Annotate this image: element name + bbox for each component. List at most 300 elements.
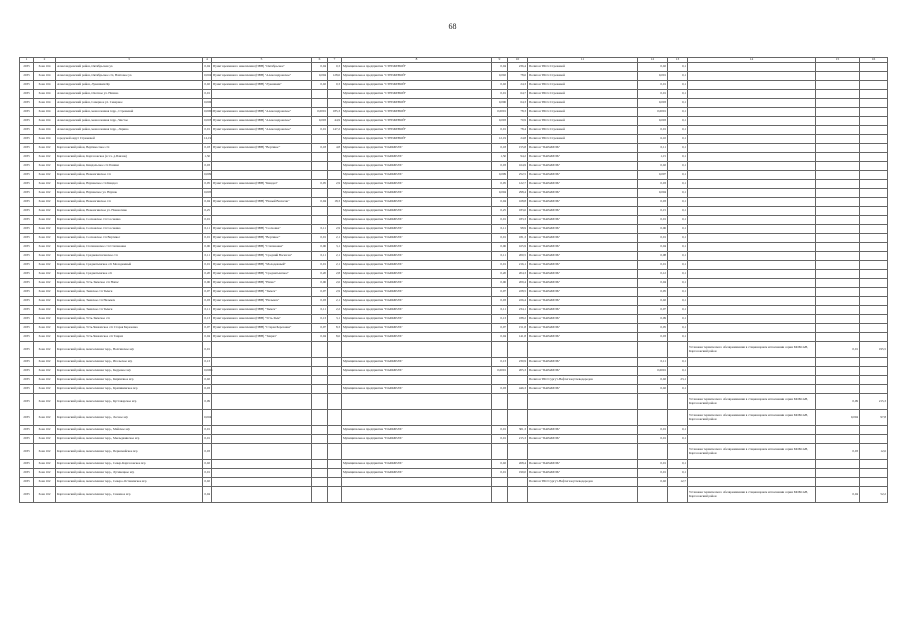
table-cell: 0,1 [668, 426, 688, 435]
table-cell: Пункт временного накопления (ПВН) "Тымск" [212, 306, 312, 315]
table-cell [816, 478, 860, 487]
table-cell: Пункт временного накопления (ПВН) "Старая Березовка" [212, 324, 312, 333]
table-row [20, 225, 888, 234]
table-cell: 2035 [20, 117, 34, 126]
table-cell [328, 469, 342, 478]
table-cell [816, 198, 860, 207]
table-cell [860, 376, 888, 385]
table-cell: 12,7 [668, 478, 688, 487]
table-cell: 2035 [20, 225, 34, 234]
table-cell: 151,8 [508, 324, 528, 333]
table-cell: 0,01 [203, 426, 212, 435]
table-cell: Зона 162 [34, 288, 56, 297]
table-row [20, 162, 888, 171]
table-cell [860, 180, 888, 189]
table-cell [212, 90, 312, 99]
table-cell: 2035 [20, 144, 34, 153]
column-number-cell: 13 [668, 58, 688, 63]
table-cell [816, 469, 860, 478]
table-cell: 2035 [20, 288, 34, 297]
table-cell: 199,0 [508, 469, 528, 478]
table-cell: Зона 162 [34, 435, 56, 444]
table-cell: 2035 [20, 153, 34, 162]
table-cell: Александровский район, межселенная терр., Стрежевой [56, 108, 203, 117]
table-cell: 2035 [20, 261, 34, 270]
table-cell: Каргасокский район, Средневасюганское с/п [56, 252, 203, 261]
table-row [20, 435, 888, 444]
table-cell: Пункт временного накопления (ПВН) "Напас" [212, 279, 312, 288]
table-cell: 2035 [20, 297, 34, 306]
table-cell: 2035 [20, 315, 34, 324]
table-cell: 12,19 [492, 135, 508, 144]
table-cell: 230,9 [508, 358, 528, 367]
table-cell [816, 252, 860, 261]
table-cell: 2035 [20, 189, 34, 198]
table-cell: 215,3 [508, 435, 528, 444]
table-cell: 2035 [20, 234, 34, 243]
table-cell: 0,11 [312, 306, 328, 315]
table-cell: 78,4 [508, 126, 528, 135]
table-cell: 2035 [20, 252, 34, 261]
table-cell: Полигон ТБО г.Стрежевой [528, 81, 638, 90]
table-cell [508, 444, 528, 460]
table-cell: Муниципальное предприятие "СТРЕЖЕВОЙ" [342, 135, 492, 144]
table-cell: 8,3 [328, 324, 342, 333]
table-row [20, 216, 888, 225]
table-cell: 0,006 [492, 99, 508, 108]
table-cell: Муниципальное предприятие "ПАРАБЕЛЬ" [342, 225, 492, 234]
table-cell [816, 358, 860, 367]
table-cell: Пункт временного накопления (ПВН) "Александровское" [212, 117, 312, 126]
table-cell: 0,03 [492, 297, 508, 306]
table-cell: 0,01 [638, 435, 668, 444]
table-cell: 0,002 [492, 72, 508, 81]
table-cell [508, 410, 528, 426]
table-cell: 0,004 [312, 72, 328, 81]
table-cell [212, 394, 312, 410]
table-cell: Каргасокский район, межселенная терр., Кирпичное м/р [56, 376, 203, 385]
table-cell: Каргасокский район, межселенная терр., Север-Каргасокское м/р [56, 460, 203, 469]
table-cell: Зона 162 [34, 279, 56, 288]
table-cell: Пункт временного накопления (ПВН) "Киндал" [212, 180, 312, 189]
table-cell: Каргасокский район, Усть-Тымское с/п [56, 315, 203, 324]
table-cell [492, 410, 508, 426]
table-cell: Установка термического обезвреживания в стационарном исполнении серии МОБСАН, Каргасокский район [688, 394, 816, 410]
table-cell: Муниципальное предприятие "ПАРАБЕЛЬ" [342, 207, 492, 216]
table-cell: 0,15 [638, 207, 668, 216]
table-cell [528, 342, 638, 358]
table-cell: 0,3 [328, 63, 342, 72]
table-cell: 0,01 [638, 261, 668, 270]
table-cell: Каргасокский район, Новоюгинское ул. Новоюгино [56, 207, 203, 216]
table-cell: 0,06 [638, 225, 668, 234]
table-cell [688, 367, 816, 376]
table-cell: 0,18 [492, 144, 508, 153]
table-cell [212, 153, 312, 162]
table-cell [688, 189, 816, 198]
table-cell: Зона 162 [34, 385, 56, 394]
table-cell: Муниципальное предприятие "ПАРАБЕЛЬ" [342, 333, 492, 342]
table-row [20, 144, 888, 153]
table-cell: 147,2 [328, 126, 342, 135]
table-cell: 0,05 [492, 180, 508, 189]
table-cell [688, 315, 816, 324]
table-cell: Установка термического обезвреживания в стационарном исполнении серии МОБСАН, Каргасокский район [688, 410, 816, 426]
table-cell [816, 126, 860, 135]
table-cell: 0,03 [203, 385, 212, 394]
table-cell: Полигон "ПАРАБЕЛЬ" [528, 426, 638, 435]
table-cell: 0,02 [638, 385, 668, 394]
table-cell: 0,02 [203, 460, 212, 469]
table-cell [212, 478, 312, 487]
table-cell [860, 162, 888, 171]
table-cell: 0,1 [668, 324, 688, 333]
table-cell: 0,04 [492, 333, 508, 342]
table-cell: Каргасокский район, межселенная терр., Кедровое м/р [56, 367, 203, 376]
table-cell: 0,02 [638, 478, 668, 487]
table-cell [212, 367, 312, 376]
table-cell: 0,09 [203, 394, 212, 410]
table-cell: Муниципальное предприятие "ПАРАБЕЛЬ" [342, 385, 492, 394]
table-cell [688, 252, 816, 261]
table-cell: 0,02 [638, 297, 668, 306]
table-cell [860, 460, 888, 469]
table-cell: Зона 162 [34, 171, 56, 180]
table-cell: Муниципальное предприятие "СТРЕЖЕВОЙ" [342, 126, 492, 135]
column-number-cell: 11 [528, 58, 638, 63]
table-cell [638, 342, 668, 358]
table-cell: 2,8 [328, 270, 342, 279]
table-cell: 0,06 [203, 243, 212, 252]
table-cell: 2,1 [328, 261, 342, 270]
table-cell: Полигон ТБО г.Стрежевой [528, 63, 638, 72]
column-number-cell: 2 [34, 58, 56, 63]
table-cell: Пункт временного накопления (ПВН) "Степановка" [212, 243, 312, 252]
table-cell: 2035 [20, 306, 34, 315]
table-cell: 2035 [20, 99, 34, 108]
table-cell: 252,5 [508, 171, 528, 180]
table-cell [860, 385, 888, 394]
table-cell: Зона 162 [34, 180, 56, 189]
table-cell: 1,50 [203, 153, 212, 162]
table-cell [328, 216, 342, 225]
table-cell: 2035 [20, 162, 34, 171]
table-cell: Муниципальное предприятие "СТРЕЖЕВОЙ" [342, 72, 492, 81]
table-cell: 0,1 [668, 108, 688, 117]
table-cell: 0,03 [816, 444, 860, 460]
table-cell: 226,4 [508, 297, 528, 306]
table-cell [816, 234, 860, 243]
table-cell: 0,13 [203, 315, 212, 324]
table-cell: Зона 162 [34, 306, 56, 315]
table-cell [492, 342, 508, 358]
table-cell [328, 358, 342, 367]
table-row [20, 410, 888, 426]
table-cell [688, 333, 816, 342]
table-cell: 6,10 [638, 135, 668, 144]
table-cell: 0,1 [668, 333, 688, 342]
table-cell: Каргасокский район, Усть-Тымское с/п Напас [56, 279, 203, 288]
table-cell: Полигон "ПАРАБЕЛЬ" [528, 435, 638, 444]
table-cell [860, 261, 888, 270]
table-cell [860, 90, 888, 99]
table-cell: 0,02 [203, 478, 212, 487]
table-cell: Полигон ТБО г.Стрежевой [528, 72, 638, 81]
table-cell: 0,004 [203, 72, 212, 81]
table-cell: Муниципальное предприятие "ПАРАБЕЛЬ" [342, 460, 492, 469]
table-cell: Полигон "ПАРАБЕЛЬ" [528, 385, 638, 394]
table-cell: Каргасокский район, Новоюгинское с/п [56, 198, 203, 207]
table-cell: 0,1 [668, 279, 688, 288]
table-cell [860, 135, 888, 144]
table-cell: 23,1 [668, 376, 688, 385]
table-row [20, 270, 888, 279]
table-cell: 0,02 [638, 162, 668, 171]
table-cell: Каргасокский район, межселенная терр., Куставарское м/р [56, 394, 203, 410]
table-cell [688, 306, 816, 315]
table-cell: 0,03 [492, 162, 508, 171]
table-cell: Полигон "ПАРАБЕЛЬ" [528, 358, 638, 367]
table-cell: Зона 164 [34, 99, 56, 108]
table-cell [638, 410, 668, 426]
table-cell [492, 444, 508, 460]
table-cell [816, 279, 860, 288]
table-cell [212, 376, 312, 385]
table-cell [860, 324, 888, 333]
table-cell [328, 487, 342, 503]
table-cell: Полигон "ПАРАБЕЛЬ" [528, 252, 638, 261]
table-cell: 2035 [20, 342, 34, 358]
table-cell [212, 189, 312, 198]
table-cell: Каргасокский район, Степановское с/п Степановка [56, 243, 203, 252]
table-cell: Каргасокский район, межселенная терр., Первомайское м/р [56, 444, 203, 460]
table-cell: 0,06 [312, 243, 328, 252]
table-cell [860, 315, 888, 324]
table-cell: Полигон ТБО Сургут-Нефтегазоуглеводородов [528, 376, 638, 385]
table-cell: 64,3 [508, 99, 528, 108]
table-cell [816, 367, 860, 376]
table-cell [688, 153, 816, 162]
table-cell: 2,9 [328, 180, 342, 189]
table-cell: 0,04 [203, 487, 212, 503]
table-cell [312, 376, 328, 385]
table-cell [328, 385, 342, 394]
table-cell [492, 394, 508, 410]
table-cell: 0,03 [638, 198, 668, 207]
table-cell: Полигон "ПАРАБЕЛЬ" [528, 153, 638, 162]
table-cell [312, 385, 328, 394]
table-cell [328, 342, 342, 358]
table-cell [638, 444, 668, 460]
table-cell [860, 117, 888, 126]
table-cell: 0,006 [203, 99, 212, 108]
table-cell [688, 198, 816, 207]
table-cell: Муниципальное предприятие "ПАРАБЕЛЬ" [342, 180, 492, 189]
table-cell [212, 385, 312, 394]
table-cell: 2,1 [328, 252, 342, 261]
table-cell: 52,2 [860, 487, 888, 503]
table-cell: Полигон "ПАРАБЕЛЬ" [528, 367, 638, 376]
table-cell: 0,04 [638, 243, 668, 252]
table-cell: 0,02 [492, 81, 508, 90]
table-cell [638, 394, 668, 410]
table-cell: 0,1 [668, 297, 688, 306]
table-cell: Зона 162 [34, 376, 56, 385]
table-cell [328, 99, 342, 108]
table-cell: 0,01 [492, 234, 508, 243]
table-cell: 3,1 [328, 315, 342, 324]
table-cell: Пункт временного накопления (ПВН) "Молодежный" [212, 261, 312, 270]
table-cell: 0,004 [638, 189, 668, 198]
table-cell: Установка термического обезвреживания в стационарном исполнении серии МОБСАН, Каргасокский район [688, 444, 816, 460]
table-cell: 8,6 [328, 333, 342, 342]
table-cell: 0,11 [203, 252, 212, 261]
table-cell: 0,0001 [638, 367, 668, 376]
table-cell: Муниципальное предприятие "ПАРАБЕЛЬ" [342, 469, 492, 478]
table-cell: 0,05 [638, 288, 668, 297]
table-cell: 0,1 [668, 63, 688, 72]
table-cell [816, 270, 860, 279]
table-cell: 78,6 [508, 72, 528, 81]
table-cell: Муниципальное предприятие "ПАРАБЕЛЬ" [342, 270, 492, 279]
table-cell: Зона 164 [34, 108, 56, 117]
table-cell: 0,005 [203, 189, 212, 198]
table-cell [342, 478, 492, 487]
table-cell: Пункт временного накопления (ПВН) "Тымск" [212, 288, 312, 297]
table-cell: 2035 [20, 478, 34, 487]
table-cell: Полигон ТБО г.Стрежевой [528, 108, 638, 117]
table-cell: 0,07 [638, 306, 668, 315]
table-cell [212, 216, 312, 225]
table-cell: 0,1 [668, 243, 688, 252]
table-cell: 0,1 [668, 234, 688, 243]
table-cell [668, 410, 688, 426]
table-cell: Муниципальное предприятие "СТРЕЖЕВОЙ" [342, 99, 492, 108]
table-cell: 2035 [20, 469, 34, 478]
table-cell: Полигон "ПАРАБЕЛЬ" [528, 234, 638, 243]
table-cell [816, 385, 860, 394]
table-cell [328, 376, 342, 385]
table-row [20, 444, 888, 460]
table-cell: 0,1 [668, 315, 688, 324]
table-cell [328, 153, 342, 162]
table-cell [860, 469, 888, 478]
table-cell: Зона 162 [34, 207, 56, 216]
table-cell [342, 376, 492, 385]
table-cell: Муниципальное предприятие "ПАРАБЕЛЬ" [342, 198, 492, 207]
table-cell: Муниципальное предприятие "ПАРАБЕЛЬ" [342, 297, 492, 306]
table-cell: Зона 162 [34, 270, 56, 279]
table-cell [860, 171, 888, 180]
table-cell: 0,1 [668, 117, 688, 126]
table-cell [328, 367, 342, 376]
table-cell: 0,001 [638, 72, 668, 81]
table-cell: 0,18 [203, 144, 212, 153]
table-cell: 216,1 [508, 261, 528, 270]
table-cell: 70,9 [508, 117, 528, 126]
table-cell: 122,7 [508, 180, 528, 189]
table-cell: Каргасокский район, Вертикосское с/п [56, 144, 203, 153]
table-cell: 0,07 [203, 288, 212, 297]
table-cell: 0,01 [492, 216, 508, 225]
table-cell: 195,5 [860, 342, 888, 358]
table-cell: 0,04 [492, 63, 508, 72]
table-cell [688, 297, 816, 306]
table-cell [816, 90, 860, 99]
table-cell: Полигон "ПАРАБЕЛЬ" [528, 144, 638, 153]
table-cell [688, 108, 816, 117]
table-cell: 0,07 [312, 288, 328, 297]
table-cell: 0,11 [638, 358, 668, 367]
table-cell: Зона 162 [34, 333, 56, 342]
table-cell: 165,9 [508, 243, 528, 252]
table-cell: Пункт временного накопления (ПВН) "Тевриз" [212, 333, 312, 342]
table-cell: Александровский район, Октябрьская ул. [56, 63, 203, 72]
table-cell [688, 216, 816, 225]
table-cell: Каргасокский район, Тымское с/п Нельмач [56, 297, 203, 306]
table-cell [860, 478, 888, 487]
table-cell: 0,20 [203, 270, 212, 279]
table-cell: 2035 [20, 394, 34, 410]
table-cell [212, 444, 312, 460]
table-cell [688, 435, 816, 444]
table-cell: Зона 162 [34, 144, 56, 153]
table-cell: Зона 162 [34, 460, 56, 469]
table-cell: 0,01 [203, 435, 212, 444]
table-cell: Каргасокский район, Каргасокское (в т.ч. д.Павлов) [56, 153, 203, 162]
table-cell: 2035 [20, 171, 34, 180]
table-cell: Муниципальное предприятие "ПАРАБЕЛЬ" [342, 216, 492, 225]
table-cell: Муниципальное предприятие "ПАРАБЕЛЬ" [342, 324, 492, 333]
table-cell: 2035 [20, 487, 34, 503]
table-row [20, 198, 888, 207]
table-cell: 0,07 [203, 324, 212, 333]
table-cell [816, 315, 860, 324]
table-cell: Каргасокский район, Сосновское с/п Вертикос [56, 234, 203, 243]
table-cell: Каргасокский район, Среднетымское с/п Молодежный [56, 261, 203, 270]
table-cell [860, 243, 888, 252]
table-cell: 24,3 [508, 81, 528, 90]
table-cell: 0,01 [638, 460, 668, 469]
table-cell: 78,3 [508, 108, 528, 117]
table-cell: Зона 162 [34, 162, 56, 171]
table-cell: 155,8 [508, 144, 528, 153]
table-cell: 2035 [20, 72, 34, 81]
table-cell: 0,01 [203, 234, 212, 243]
table-cell: 0,18 [312, 144, 328, 153]
table-cell: 0,1 [668, 261, 688, 270]
table-cell: Зона 162 [34, 394, 56, 410]
table-cell: Муниципальное предприятие "ПАРАБЕЛЬ" [342, 162, 492, 171]
table-cell: Зона 162 [34, 261, 56, 270]
table-cell [688, 144, 816, 153]
table-cell [860, 81, 888, 90]
table-cell: Зона 162 [34, 225, 56, 234]
table-cell: Муниципальное предприятие "ПАРАБЕЛЬ" [342, 153, 492, 162]
table-cell: 0,11 [492, 252, 508, 261]
table-cell: 2035 [20, 444, 34, 460]
table-cell [688, 126, 816, 135]
table-cell [860, 72, 888, 81]
table-cell: 0,003 [203, 117, 212, 126]
table-cell [816, 189, 860, 198]
table-cell: 0,03 [492, 385, 508, 394]
table-cell: 2035 [20, 435, 34, 444]
table-cell: Пункт временного накопления (ПВН) "Нельмач" [212, 297, 312, 306]
table-row [20, 189, 888, 198]
table-cell [312, 444, 328, 460]
table-cell: 2,9 [328, 225, 342, 234]
